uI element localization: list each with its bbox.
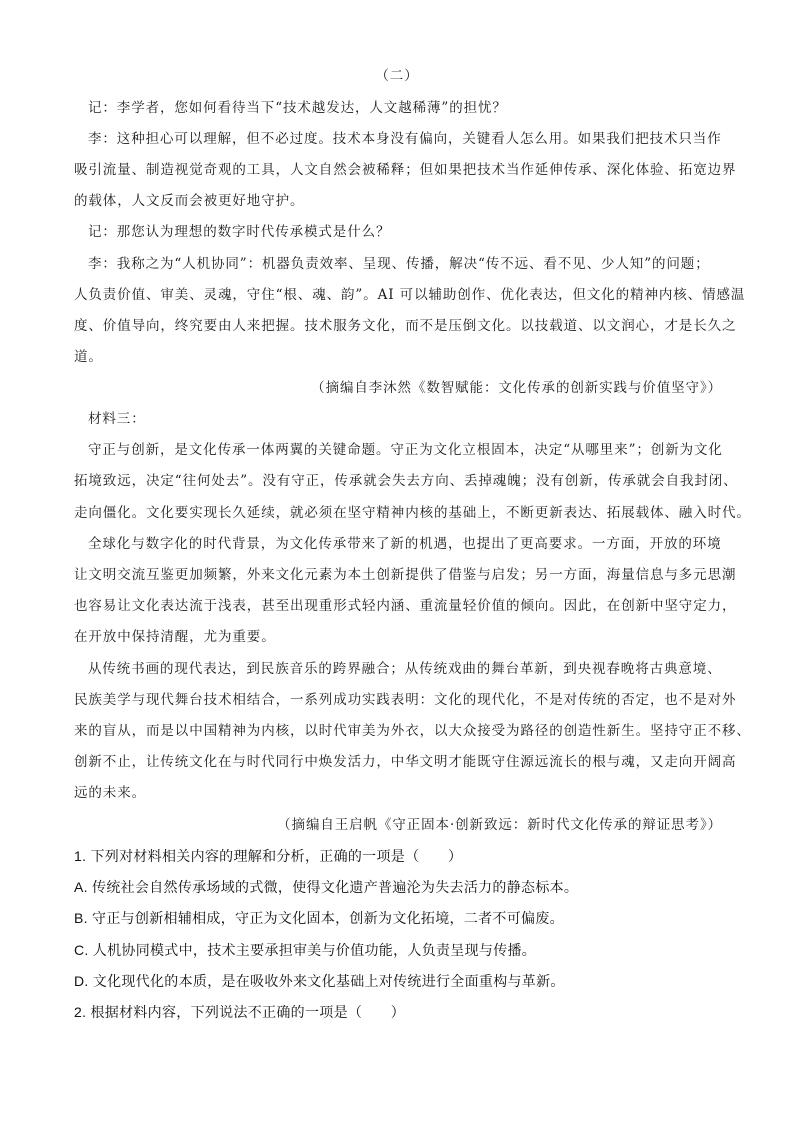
section-title: （二） [375, 68, 419, 84]
question-2-stem: 2. 根据材料内容，下列说法不正确的一项是（ ） [74, 1004, 406, 1020]
material-3-paragraph-line: 在开放中保持清醒，尤为重要。 [74, 629, 276, 645]
material-3-paragraph-line: 守正与创新，是文化传承一体两翼的关键命题。守正为文化立根固本，决定“从哪里来”；创新为文化 [88, 442, 723, 458]
material-3-paragraph-line: 来的盲从，而是以中国精神为内核，以时代审美为外衣，以大众接受为路径的创造性新生。坚持守正不移、 [74, 723, 751, 739]
interview-answer-2-line: 李：我称之为“人机协同”：机器负责效率、呈现、传播，解决“传不远、看不见、少人知”的问题； [88, 256, 710, 272]
interview-question-2: 记：那您认为理想的数字时代传承模式是什么？ [88, 224, 391, 240]
interview-answer-1-line: 的载体，人文反而会被更好地守护。 [74, 193, 305, 209]
interview-answer-1-line: 吸引流量、制造视觉奇观的工具，人文自然会被稀释；但如果把技术当作延伸传承、深化体验、拓宽边界 [74, 162, 737, 178]
material-3-paragraph-line: 走向僵化。文化要实现长久延续，就必须在坚守精神内核的基础上，不断更新表达、拓展载体、融入时代。 [74, 505, 751, 521]
question-1-option-b: B. 守正与创新相辅相成，守正为文化固本，创新为文化拓境，二者不可偏废。 [74, 910, 564, 926]
material-3-paragraph-line: 创新不止，让传统文化在与时代同行中焕发活力，中华文明才能既守住源远流长的根与魂，又走向开阔高 [74, 754, 737, 770]
question-1-option-a: A. 传统社会自然传承场域的式微，使得文化遗产普遍沦为失去活力的静态标本。 [74, 879, 579, 895]
material-3-source: （摘编自王启帆《守正固本·创新致远：新时代文化传承的辩证思考》） [277, 817, 722, 833]
interview-answer-2-line: 度、价值导向，终究要由人来把握。技术服务文化，而不是压倒文化。以技载道、以文润心，才是长久之 [74, 318, 737, 334]
material-3-paragraph-line: 拓境致远，决定“往何处去”。没有守正，传承就会失去方向、丢掉魂魄；没有创新，传承就会自我封闭、 [74, 473, 738, 489]
material-3-paragraph-line: 民族美学与现代舞台技术相结合，一系列成功实践表明：文化的现代化，不是对传统的否定，也不是对外 [74, 692, 737, 708]
material-3-paragraph-line: 也容易让文化表达流于浅表，甚至出现重形式轻内涵、重流量轻价值的倾向。因此，在创新中坚守定力， [74, 598, 737, 614]
question-1-option-c: C. 人机协同模式中，技术主要承担审美与价值功能，人负责呈现与传播。 [74, 942, 537, 958]
material-3-paragraph-line: 让文明交流互鉴更加频繁，外来文化元素为本土创新提供了借鉴与启发；另一方面，海量信息与多元思潮 [74, 567, 737, 583]
question-1-option-d: D. 文化现代化的本质，是在吸收外来文化基础上对传统进行全面重构与革新。 [74, 973, 565, 989]
interview-answer-1-line: 李：这种担心可以理解，但不必过度。技术本身没有偏向，关键看人怎么用。如果我们把技术只当作 [88, 131, 722, 147]
interview-source: （摘编自李沐然《数智赋能：文化传承的创新实践与价值坚守》） [311, 380, 722, 396]
interview-answer-2-line: 人负责价值、审美、灵魂，守住“根、魂、韵”。AI 可以辅助创作、优化表达，但文化的精神内核、情感温 [74, 287, 746, 303]
material-3-paragraph-line: 远的未来。 [74, 785, 146, 801]
material-3-paragraph-line: 从传统书画的现代表达，到民族音乐的跨界融合；从传统戏曲的舞台革新，到央视春晚将古典意境、 [88, 661, 722, 677]
interview-answer-2-line: 道。 [74, 349, 103, 365]
material-3-paragraph-line: 全球化与数字化的时代背景，为文化传承带来了新的机遇，也提出了更高要求。一方面，开放的环境 [88, 536, 722, 552]
material-3-label: 材料三： [88, 411, 146, 427]
interview-question-1: 记：李学者，您如何看待当下“技术越发达，人文越稀薄”的担忧？ [88, 100, 507, 116]
question-1-stem: 1. 下列对材料相关内容的理解和分析，正确的一项是（ ） [74, 848, 463, 864]
